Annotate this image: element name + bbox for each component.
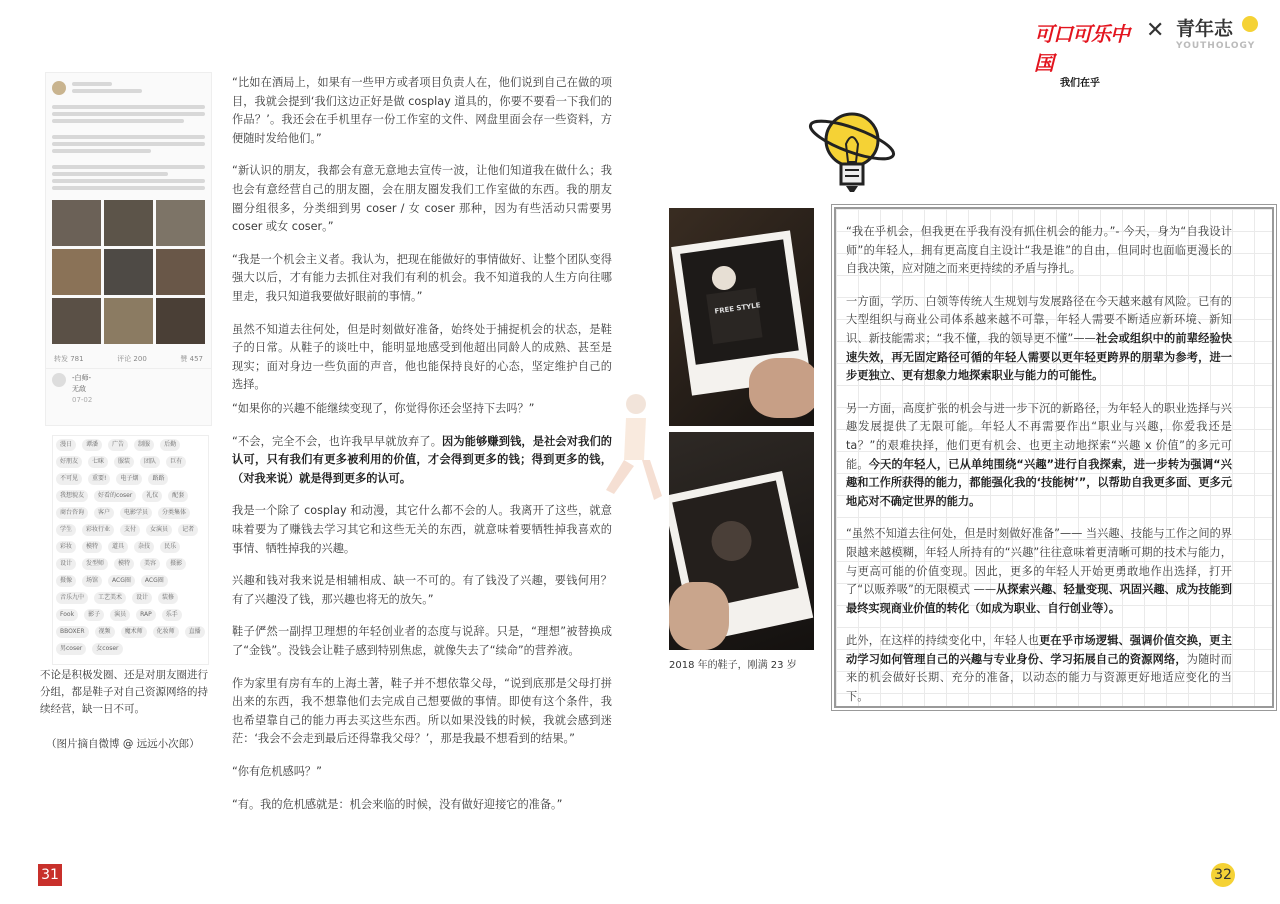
friend-group-tag: 路路 bbox=[148, 473, 168, 485]
friend-group-tag: 乐手 bbox=[162, 609, 182, 621]
friend-group-tag: 彩妆 bbox=[56, 541, 76, 553]
box-p5-plain: 此外，在这样的持续变化中，年轻人也 bbox=[846, 634, 1040, 648]
friend-group-tag: 化妆师 bbox=[153, 626, 179, 638]
question: “如果你的兴趣不能继续变现了，你觉得你还会坚持下去吗？” bbox=[232, 402, 535, 415]
weibo-screenshot bbox=[45, 72, 212, 426]
friend-group-tag: 工艺美术 bbox=[94, 592, 126, 604]
cross-icon: ✕ bbox=[1146, 18, 1165, 43]
box-paragraph-3 bbox=[846, 400, 1232, 512]
youthology-logo-sub: YOUTHOLOGY bbox=[1176, 41, 1256, 51]
friend-group-tag: 广告 bbox=[108, 439, 128, 451]
friend-group-tag: 分类集体 bbox=[158, 507, 190, 519]
friend-group-tag: 支付 bbox=[120, 524, 140, 536]
friend-group-tag: 模特 bbox=[114, 558, 134, 570]
question: “你有危机感吗？” bbox=[232, 764, 322, 778]
friend-group-tag: 男coser bbox=[56, 643, 86, 655]
friend-group-tag: 杂技 bbox=[134, 541, 154, 553]
friend-group-tag: 摄影 bbox=[166, 558, 186, 570]
friend-group-tag: 七咪 bbox=[88, 456, 108, 468]
friend-group-tag: 电子烟 bbox=[116, 473, 142, 485]
yellow-dot-icon bbox=[1242, 16, 1258, 32]
paragraph: “比如在酒局上，如果有一些甲方或者项目负责人在，他们说到自己在做的项目，我就会提到‘我们这边正好是做 cosplay 道具的，你要不要看一下我们的作品？’。我还会在手机里存一份工作室的文件、网盘里面会存一些资料，方便随时发给他们。” bbox=[232, 76, 612, 145]
box-paragraph-5 bbox=[846, 632, 1232, 706]
image-credit: （图片摘自微博 @ 远远小次郎） bbox=[46, 738, 200, 750]
box-p3-plain: 另一方面，高度扩张的机会与进一步下沉的新路径，为年轻人的职业选择与兴趣发展提供了无限可能。年轻人不再需要作出“职业与兴趣，你爱我还是 ta？”的艰难抉择，他们更有机会、也更主动地探索“兴趣 x 价值”的多元可能。 bbox=[846, 401, 1232, 471]
friend-group-tag: 场馆 bbox=[82, 575, 102, 587]
friend-group-tag: 模特 bbox=[82, 541, 102, 553]
box-p4-bold: 从探索兴趣、轻量变现、巩固兴趣、成为技能到最终实现商业价值的转化（如成为职业、自行创业等）。 bbox=[846, 583, 1232, 615]
friend-group-tag: 好看的coser bbox=[94, 490, 136, 502]
answer-bold: 因为能够赚到钱，是社会对我们的认可，只有我们有更多被利用的价值，才会得到更多的钱；得到更多的钱，（对我来说）就是得到更多的认可。 bbox=[232, 434, 612, 485]
box-p3-bold: 今天的年轻人，已从单纯围绕“兴趣”进行自我探索，进一步转为强调“兴趣和工作所获得的能力，都能强化我的‘技能树’”，以帮助自我更多面、更多元地応对不确定世界的能力。 bbox=[846, 457, 1232, 508]
friend-group-tag: 设计 bbox=[132, 592, 152, 604]
paragraph: 鞋子俨然一副捍卫理想的年轻创业者的态度与说辞。只是，“理想”被替换成了“金钱”。没钱会让鞋子感到特别焦虑，就像失去了“续命”的营养液。 bbox=[232, 625, 612, 657]
paragraph: 虽然不知道去往何处，但是时刻做好准备，始终处于捕捉机会的状态，是鞋子的日常。从鞋子的谈吐中，能明显地感受到他超出同龄人的成熟、甚至是现实；面对身边一些负面的声音，他也能保持良好的心态，坚定维护自己的选择。 bbox=[232, 322, 612, 392]
shirt-text: FREE STYLE bbox=[714, 301, 761, 316]
photo-caption: 2018 年的鞋子，刚满 23 岁 bbox=[669, 660, 797, 671]
youthology-logo bbox=[1176, 14, 1255, 51]
friend-group-tag: 视频 bbox=[95, 626, 115, 638]
paragraph: “新认识的朋友，我都会有意无意地去宣传一波，让他们知道我在做什么；我也会有意经营自己的朋友圈，会在朋友圈发我们工作室做的东西。我的朋友圈分组很多，分类细到男 coser / 女 coser 那种，因为有些活动只需要男 coser 或女 coser。” bbox=[232, 164, 612, 234]
box-p2-plain: 一方面，学历、白领等传统人生规划与发展路径在今天越来越有风险。已有的大型组织与商业公司体系越来越不可靠，年轻人需要不断适应新环境、新知识、新技能需求；“我不懂，我的领导更不懂”—— bbox=[846, 294, 1232, 345]
friend-group-tag: ACG圈 bbox=[108, 575, 135, 587]
friend-group-tag: 美容 bbox=[140, 558, 160, 570]
center-column-bottom bbox=[232, 400, 612, 828]
friend-group-tag: 女演员 bbox=[146, 524, 172, 536]
highlight-box bbox=[834, 207, 1274, 708]
cocacola-logo bbox=[1034, 18, 1138, 89]
friend-group-tag: 配套 bbox=[168, 490, 188, 502]
comment-avatar bbox=[52, 373, 66, 387]
friend-group-tag: 不可见 bbox=[56, 473, 82, 485]
box-paragraph-2 bbox=[846, 293, 1232, 386]
friend-group-tag: 彩妆行业 bbox=[82, 524, 114, 536]
friend-group-tag: 团队 bbox=[140, 456, 160, 468]
comment-count: 评论 200 bbox=[117, 355, 147, 363]
comment-date: 07-02 bbox=[72, 396, 93, 404]
polaroid-photo-1 bbox=[669, 208, 814, 426]
box-p2-bold: 社会或组织中的前辈经验快速失效，再无固定路径可循的年轻人需要以更年轻更跨界的朋辈为参考，进一步更独立、更有想象力地探索职业与能力的可能性。 bbox=[846, 331, 1232, 383]
weibo-photo-grid bbox=[52, 200, 205, 344]
friend-group-tag: 好朋友 bbox=[56, 456, 82, 468]
left-caption: 不论是积极发圈、还是对朋友圈进行分组，都是鞋子对自己资源网络的持续经营，缺一日不可。 bbox=[40, 669, 208, 715]
friend-group-tag: ACG圈 bbox=[141, 575, 168, 587]
youthology-logo-text: 青年志 bbox=[1176, 18, 1234, 40]
friend-group-tag: 装修 bbox=[158, 592, 178, 604]
answer-plain: “不会，完全不会，也许我早早就放弃了。 bbox=[232, 434, 443, 448]
friend-group-tag: 音乐九中 bbox=[56, 592, 88, 604]
friend-group-tag: 重要! bbox=[88, 473, 110, 485]
answer: “有。我的危机感就是：机会来临的时候，没有做好迎接它的准备。” bbox=[232, 797, 563, 811]
page-number-left: 31 bbox=[38, 864, 62, 886]
paragraph: 作为家里有房有车的上海土著，鞋子并不想依靠父母，“说到底那是父母打拼出来的东西，我不想靠他们去完成自己想要做的事情。即使有这个条件，我也希望靠自己的能力再去买这些东西。所以如果没钱的时候，我就会感到迷茫：‘我会不会走到最后还得靠我父母？’，那是我最不想看到的结果。” bbox=[232, 676, 612, 746]
box-paragraph-1: “我在乎机会，但我更在乎我有没有抓住机会的能力。”- 今天，身为“自我设计师”的年轻人，拥有更高度自主设计“我是谁”的自由，但同时也面临更漫长的自我决策，应对随之而来更持续的矛盾与挣扎。 bbox=[846, 225, 1232, 276]
friend-group-tag: 客户 bbox=[94, 507, 114, 519]
friend-group-tag: 摄像 bbox=[56, 575, 76, 587]
repost-count: 转发 781 bbox=[54, 355, 84, 363]
paragraph: “我是一个机会主义者。我认为，把现在能做好的事情做好、让整个团队变得强大以后，才有能力去抓住对我们有利的机会。我不知道我的人生方向往哪里走，我只知道我要做好眼前的事情。” bbox=[232, 252, 612, 303]
page-number-right: 32 bbox=[1211, 863, 1235, 887]
like-count: 赞 457 bbox=[180, 355, 203, 363]
lightbulb-planet-icon bbox=[804, 100, 900, 200]
friend-group-tag: 服装 bbox=[114, 456, 134, 468]
friend-group-tag: Fook bbox=[56, 609, 78, 621]
friend-group-tag: 礼仪 bbox=[142, 490, 162, 502]
paragraph: 我是一个除了 cosplay 和动漫，其它什么都不会的人。我离开了这些，就意味着要为了赚钱去学习其它和这些无关的东西，就意味着要牺牲掉我喜欢的事情、牺牲掉我的兴趣。 bbox=[232, 504, 612, 555]
friend-group-tag: 谭潘 bbox=[82, 439, 102, 451]
center-column-top bbox=[232, 74, 612, 409]
comment-text: 无敌 bbox=[72, 385, 86, 393]
friend-group-tag: 演员 bbox=[110, 609, 130, 621]
cocacola-logo-text: 可口可乐中国 bbox=[1034, 22, 1129, 75]
friend-group-tag: RAP bbox=[136, 609, 156, 621]
box-p5-bold: 更在乎市场逻辑、强调价值交换，更主动学习如何管理自己的兴趣与专业身份、学习拓展自己的资源网络， bbox=[846, 634, 1232, 666]
friend-group-tag: 我想貌友 bbox=[56, 490, 88, 502]
friend-group-tag: 魔术师 bbox=[121, 626, 147, 638]
answer bbox=[232, 433, 612, 489]
friend-group-tag: 道具 bbox=[108, 541, 128, 553]
friend-group-tag: 巨有 bbox=[166, 456, 186, 468]
friend-group-tag: 学生 bbox=[56, 524, 76, 536]
friend-group-tag: 女coser bbox=[92, 643, 122, 655]
friend-group-tag: 民乐 bbox=[160, 541, 180, 553]
box-p5-end: 为随时而来的机会做好长期、充分的准备，以动态的能力与资源更好地适应变化的当下。 bbox=[846, 652, 1232, 704]
friend-group-tag: 影子 bbox=[84, 609, 104, 621]
comment-user: -白师- bbox=[72, 374, 92, 382]
friend-group-tag: 电影学员 bbox=[120, 507, 152, 519]
friend-group-tag: 直播 bbox=[185, 626, 205, 638]
box-p4-plain: “虽然不知道去往何处，但是时刻做好准备”—— 当兴趣、技能与工作之间的界限越来越模糊，年轻人所持有的“兴趣”往往意味着更清晰可期的技术与能力，与更高可能的价值变现。因此，更多的年轻人开始更勇敢地作出选择，打开了“以贩养吸”的无限模式 —— bbox=[846, 527, 1232, 597]
cocacola-logo-sub: 我们在乎 bbox=[1060, 78, 1100, 89]
friend-group-tag: 设计 bbox=[56, 558, 76, 570]
friend-group-tag: 漫日 bbox=[56, 439, 76, 451]
friend-group-tag: 制服 bbox=[134, 439, 154, 451]
polaroid-photo-2 bbox=[669, 432, 814, 650]
friend-group-tag: BBOXER bbox=[56, 626, 89, 638]
friend-group-tag: 发型师 bbox=[82, 558, 108, 570]
avatar bbox=[52, 81, 66, 95]
friend-groups-screenshot bbox=[52, 435, 209, 665]
paragraph: 兴趣和钱对我来说是相辅相成、缺一不可的。有了钱没了兴趣，要钱何用？有了兴趣没了钱，那兴趣也将无的放矢。” bbox=[232, 574, 612, 606]
friend-group-tag: 记者 bbox=[178, 524, 198, 536]
friend-group-tag: 后勤 bbox=[160, 439, 180, 451]
box-paragraph-4 bbox=[846, 525, 1232, 618]
friend-group-tag: 商台咨询 bbox=[56, 507, 88, 519]
